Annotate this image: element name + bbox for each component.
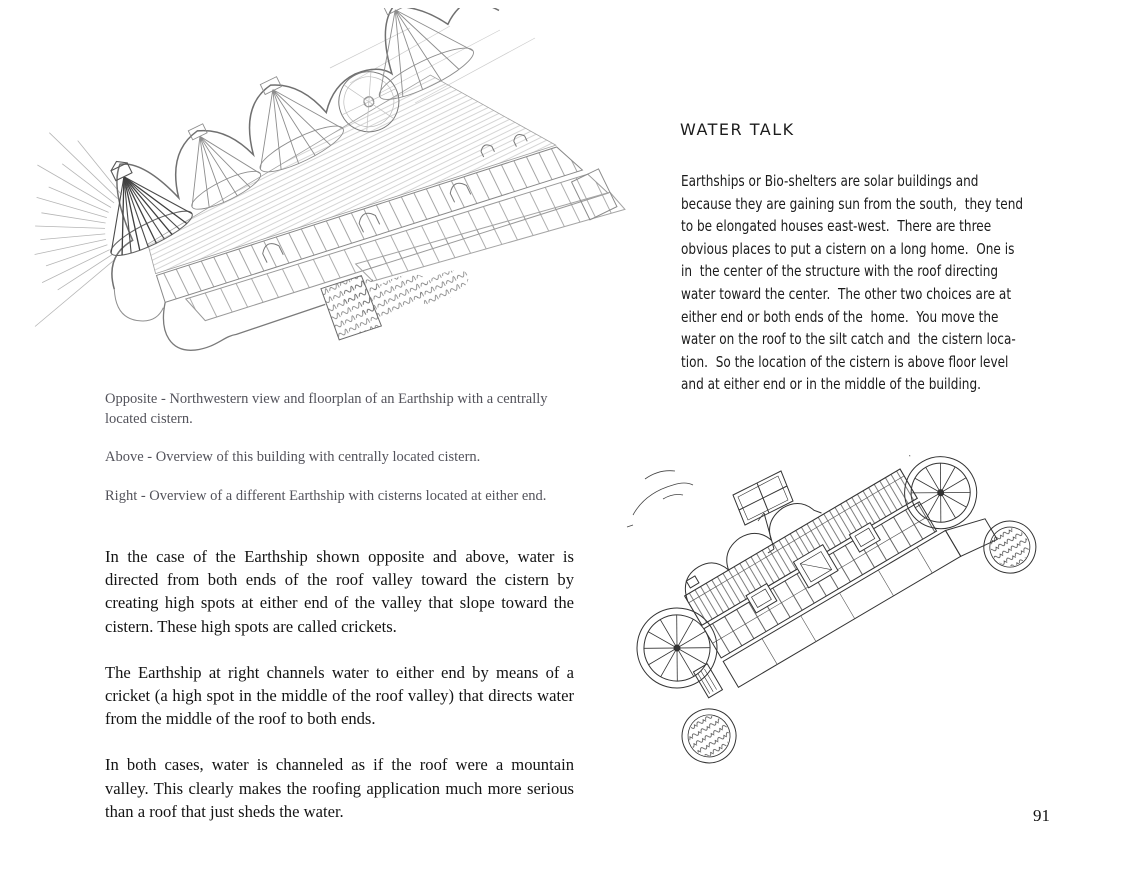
- hand-line: water toward the center. The other two choices are at: [681, 284, 1012, 303]
- figure-captions: [105, 390, 587, 525]
- water-talk-text: [681, 170, 1023, 396]
- end-door: [693, 664, 722, 698]
- caption-right: Right - Overview of a different Earthship with cisterns located at either end.: [105, 487, 547, 504]
- right-planter: [974, 512, 1045, 583]
- hand-line: obvious places to put a cistern on a long home. One is: [681, 239, 1015, 258]
- figure-earthship-end-cisterns: [615, 455, 1095, 785]
- hand-line: and at either end or in the middle of the building.: [681, 375, 981, 394]
- figure-earthship-nw-sketch: [30, 8, 630, 376]
- section-heading-water-talk: WATER TALK: [680, 120, 795, 139]
- hill-scribbles: [627, 471, 693, 527]
- hand-line: because they are gaining sun from the south, they tend: [681, 194, 1024, 213]
- hand-line: Earthships or Bio-shelters are solar buildings and: [681, 172, 979, 190]
- page-number: 91: [1033, 806, 1050, 825]
- hand-line: to be elongated houses east-west. There are three: [681, 217, 992, 236]
- caption-opposite: Opposite - Northwestern view and floorplan of an Earthship with a centrally located cistern.: [105, 391, 548, 427]
- hand-line: either end or both ends of the home. You move the: [681, 307, 999, 326]
- berm-left-swoop: [111, 274, 166, 331]
- earthship-end-cisterns-image: [615, 455, 1095, 785]
- left-planter: [672, 699, 746, 773]
- earthship-nw-sketch-image: [30, 8, 630, 376]
- body-paragraph-3: In both cases, water is channeled as if the roof were a mountain valley. This clearly makes the roofing application much more serious than a roof that just sheds the water.: [105, 755, 574, 821]
- hand-line: in the center of the structure with the roof directing: [681, 262, 999, 281]
- sun-rays-sketch: [35, 133, 122, 327]
- body-text: [105, 545, 574, 846]
- body-paragraph-2: The Earthship at right channels water to either end by means of a cricket (a high spot in the middle of the roof valley) that directs water from the middle of the roof to both ends.: [105, 662, 574, 729]
- body-paragraph-1: In the case of the Earthship shown opposite and above, water is directed from both ends of the roof valley toward the cistern by creating high spots at either end of the valley that slope toward the cistern. These high spots are called crickets.: [105, 547, 574, 636]
- caption-above: Above - Overview of this building with centrally located cistern.: [105, 449, 481, 465]
- grass-tufts: [905, 455, 921, 456]
- earthship-building-drawing: [615, 455, 1051, 773]
- hand-line: tion. So the location of the cistern is above floor level: [681, 352, 1009, 371]
- hand-line: water on the roof to the silt catch and the cistern loca-: [681, 330, 1016, 349]
- earthship-building-sketch: [50, 8, 626, 376]
